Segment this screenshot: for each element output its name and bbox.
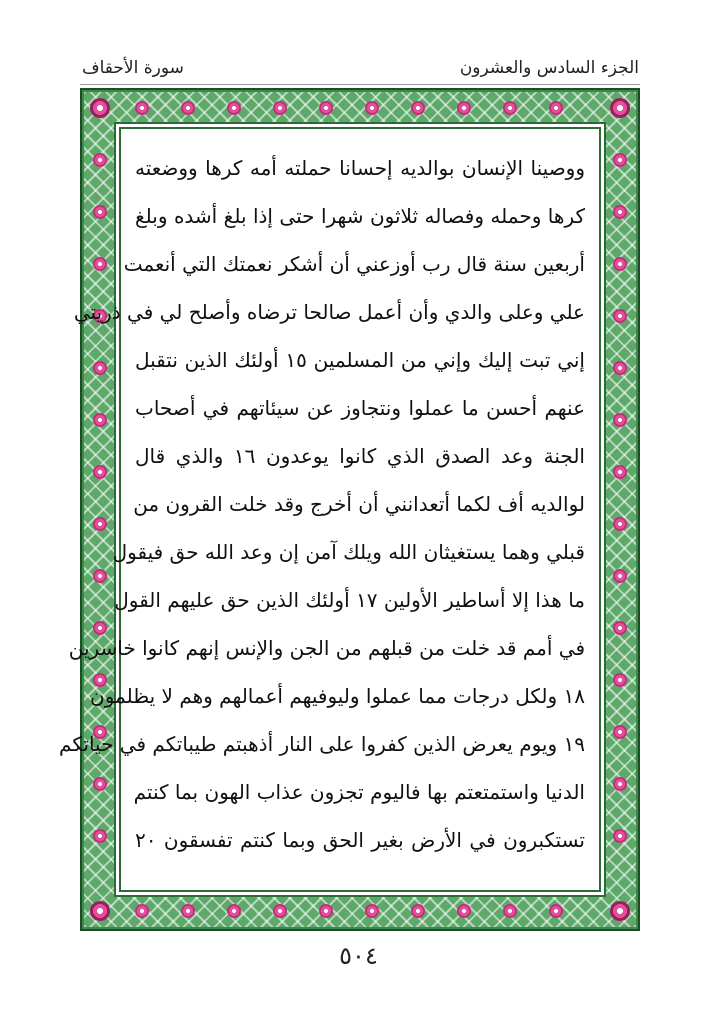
header-rule — [80, 84, 640, 85]
border-flower-icon — [613, 413, 627, 427]
text-line-10: ما هذا إلا أساطير الأولين ١٧ أولئك الذين حق عليهم القول — [114, 588, 585, 612]
border-flower-icon — [613, 153, 627, 167]
text-line-2: كرها وحمله وفصاله ثلاثون شهرا حتى إذا بلغ أشده وبلغ — [135, 204, 585, 228]
border-flower-icon — [227, 904, 241, 918]
quran-text — [59, 145, 585, 865]
border-flower-icon — [613, 361, 627, 375]
page-number: ٥٠٤ — [339, 942, 378, 970]
border-flower-icon — [613, 257, 627, 271]
border-flower-icon — [613, 725, 627, 739]
text-line-5: إني تبت إليك وإني من المسلمين ١٥ أولئك الذين نتقبل — [135, 348, 585, 372]
text-line-13: ١٩ ويوم يعرض الذين كفروا على النار أذهبتم طيباتكم في حياتكم — [59, 732, 585, 756]
border-flower-icon — [93, 777, 107, 791]
border-flower-icon — [457, 904, 471, 918]
ornamental-frame — [59, 88, 640, 931]
border-flower-icon — [93, 205, 107, 219]
border-flower-icon — [135, 101, 149, 115]
border-flower-icon — [93, 153, 107, 167]
text-line-7: الجنة وعد الصدق الذي كانوا يوعدون ١٦ والذي قال — [135, 444, 585, 468]
border-flower-icon — [365, 101, 379, 115]
border-flower-icon — [93, 465, 107, 479]
border-flower-icon — [273, 904, 287, 918]
text-line-4: علي وعلى والدي وأن أعمل صالحا ترضاه وأصلح لي في ذريتي — [73, 300, 585, 324]
border-flower-icon — [93, 829, 107, 843]
border-flower-icon — [93, 361, 107, 375]
text-panel — [59, 127, 601, 892]
border-flower-icon — [613, 569, 627, 583]
text-line-8: لوالديه أف لكما أتعدانني أن أخرج وقد خلت القرون من — [133, 492, 585, 516]
border-flower-icon — [613, 673, 627, 687]
border-flower-icon — [549, 101, 563, 115]
text-line-12: ١٨ ولكل درجات مما عملوا وليوفيهم أعمالهم وهم لا يظلمون — [90, 684, 585, 708]
border-flower-icon — [319, 101, 333, 115]
surah-title: سورة الأحقاف — [82, 58, 184, 78]
text-line-14: الدنيا واستمتعتم بها فاليوم تجزون عذاب الهون بما كنتم — [133, 780, 585, 804]
text-line-15: تستكبرون في الأرض بغير الحق وبما كنتم تفسقون ٢٠ — [135, 828, 585, 852]
border-flower-icon — [273, 101, 287, 115]
border-flower-icon — [93, 413, 107, 427]
border-flower-icon — [227, 101, 241, 115]
border-flower-icon — [319, 904, 333, 918]
border-flower-icon — [613, 621, 627, 635]
border-flower-icon — [135, 904, 149, 918]
border-flower-icon — [613, 517, 627, 531]
border-flower-icon — [457, 101, 471, 115]
border-flower-icon — [365, 904, 379, 918]
border-flower-icon — [503, 904, 517, 918]
border-flower-icon — [613, 829, 627, 843]
text-line-6: عنهم أحسن ما عملوا ونتجاوز عن سيئاتهم في أصحاب — [135, 396, 585, 420]
text-line-1: ووصينا الإنسان بوالديه إحسانا حملته أمه كرها ووضعته — [135, 156, 585, 180]
text-line-9: قبلي وهما يستغيثان الله ويلك آمن إن وعد الله حق فيقول — [112, 540, 585, 564]
corner-flower-icon — [90, 98, 110, 118]
corner-flower-icon — [90, 901, 110, 921]
border-flower-icon — [613, 205, 627, 219]
corner-flower-icon — [610, 98, 630, 118]
border-flower-icon — [503, 101, 517, 115]
border-flower-icon — [181, 904, 195, 918]
border-flower-icon — [93, 569, 107, 583]
border-flower-icon — [613, 309, 627, 323]
border-flower-icon — [181, 101, 195, 115]
border-flower-icon — [411, 101, 425, 115]
border-flower-icon — [613, 465, 627, 479]
border-flower-icon — [613, 777, 627, 791]
text-line-3: أربعين سنة قال رب أوزعني أن أشكر نعمتك التي أنعمت — [123, 252, 585, 276]
juz-title: الجزء السادس والعشرون — [459, 58, 639, 78]
border-flower-icon — [411, 904, 425, 918]
corner-flower-icon — [610, 901, 630, 921]
border-flower-icon — [93, 257, 107, 271]
border-flower-icon — [549, 904, 563, 918]
text-line-11: في أمم قد خلت من قبلهم من الجن والإنس إنهم كانوا خاسرين — [68, 636, 585, 660]
border-flower-icon — [93, 517, 107, 531]
